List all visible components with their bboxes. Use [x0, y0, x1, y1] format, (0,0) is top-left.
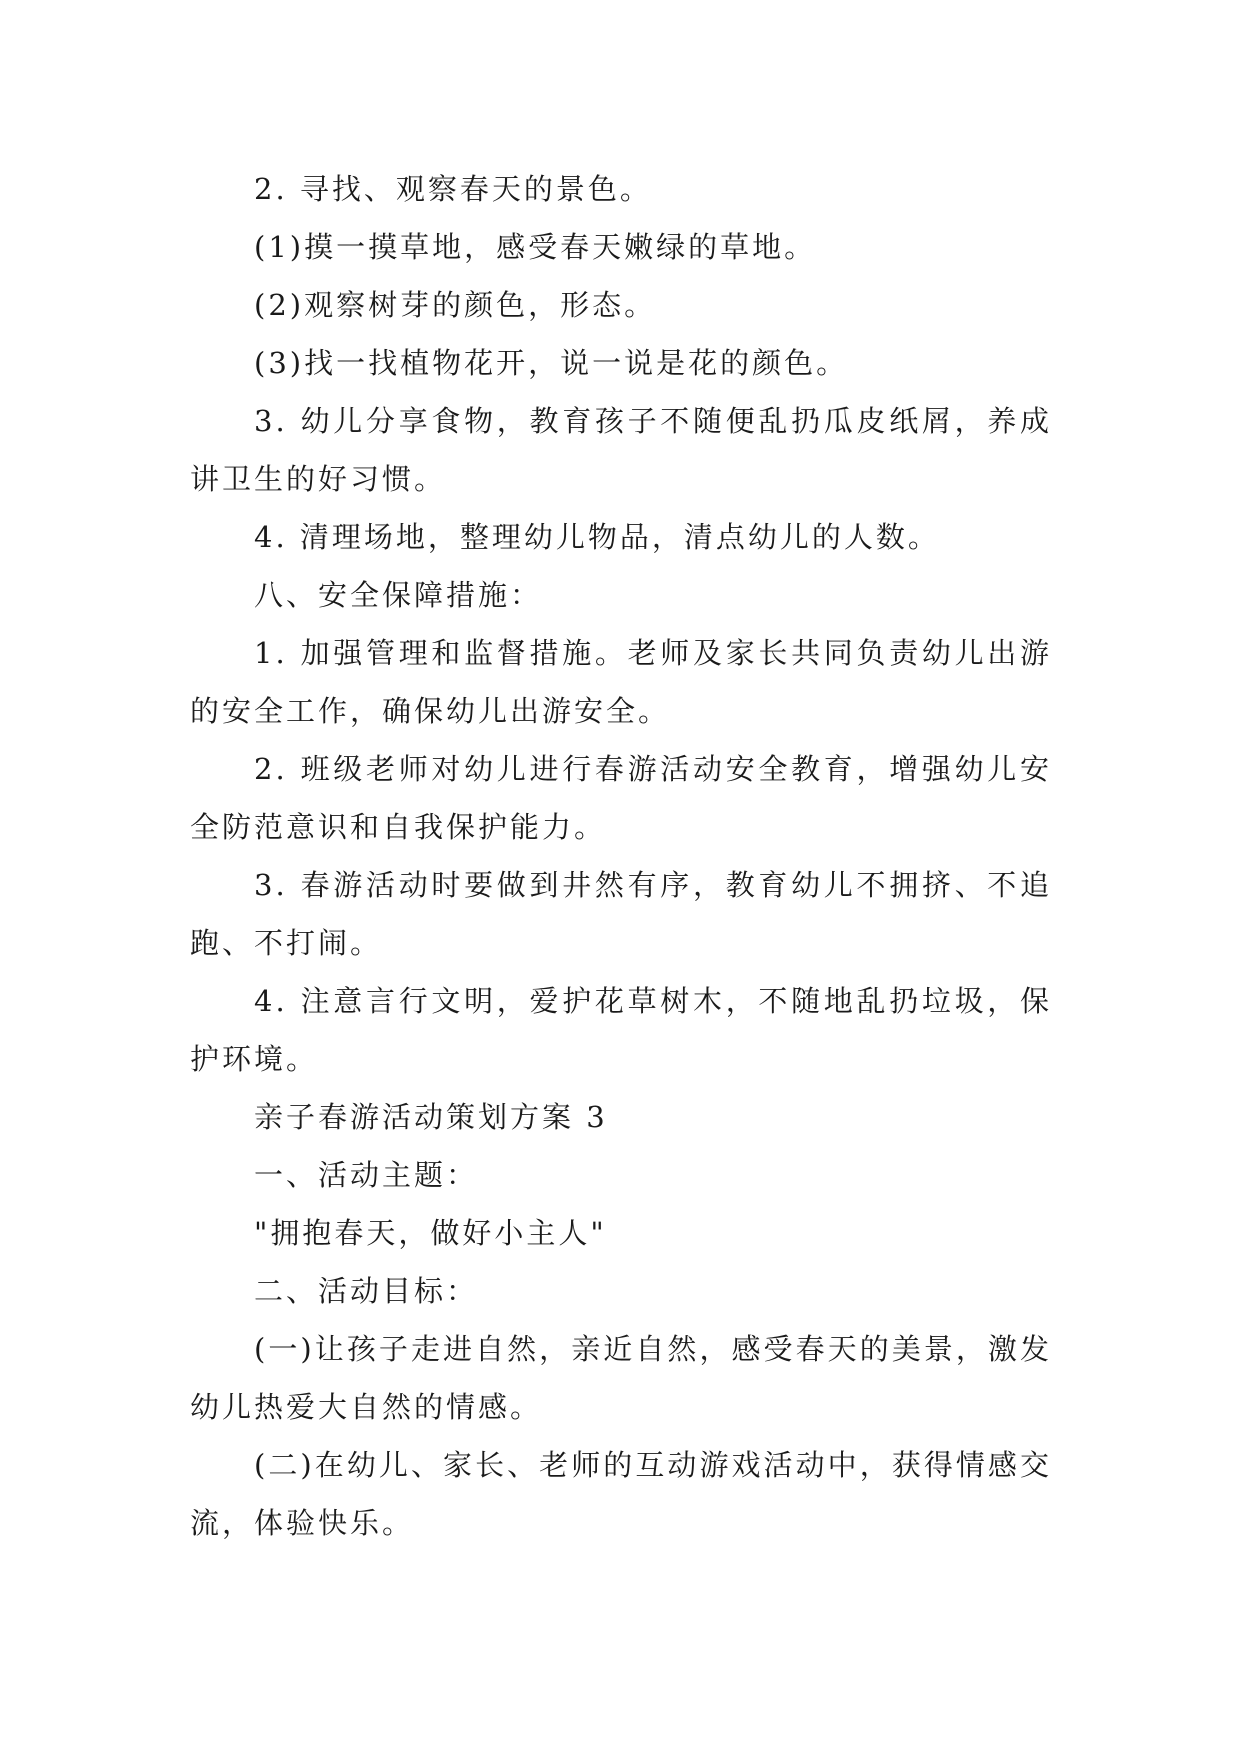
paragraph-safety-1: 1. 加强管理和监督措施。老师及家长共同负责幼儿出游的安全工作，确保幼儿出游安全。: [190, 636, 1052, 728]
section-heading-goals: 二、活动目标：: [254, 1274, 479, 1308]
paragraph-theme: "拥抱春天，做好小主人": [254, 1216, 607, 1250]
paragraph-substep-1: (1)摸一摸草地，感受春天嫩绿的草地。: [254, 230, 817, 264]
document-body: [190, 160, 1052, 1552]
section-heading-theme: 一、活动主题：: [254, 1158, 479, 1192]
paragraph-goal-2: (二)在幼儿、家长、老师的互动游戏活动中，获得情感交流，体验快乐。: [190, 1448, 1052, 1540]
paragraph-substep-2: (2)观察树芽的颜色，形态。: [254, 288, 657, 322]
paragraph-safety-4: 4. 注意言行文明，爱护花草树木，不随地乱扔垃圾，保护环境。: [190, 984, 1052, 1076]
paragraph-safety-3: 3. 春游活动时要做到井然有序，教育幼儿不拥挤、不追跑、不打闹。: [190, 868, 1052, 960]
paragraph-step-4: 4. 清理场地，整理幼儿物品，清点幼儿的人数。: [254, 520, 940, 554]
paragraph-step-3: 3. 幼儿分享食物，教育孩子不随便乱扔瓜皮纸屑，养成讲卫生的好习惯。: [190, 404, 1052, 496]
paragraph-goal-1: (一)让孩子走进自然，亲近自然，感受春天的美景，激发幼儿热爱大自然的情感。: [190, 1332, 1052, 1424]
paragraph-safety-2: 2. 班级老师对幼儿进行春游活动安全教育，增强幼儿安全防范意识和自我保护能力。: [190, 752, 1052, 844]
section-heading-safety: 八、安全保障措施：: [254, 578, 543, 612]
document-section-title: 亲子春游活动策划方案 3: [254, 1100, 608, 1134]
paragraph-step-2: 2. 寻找、观察春天的景色。: [254, 172, 652, 206]
paragraph-substep-3: (3)找一找植物花开，说一说是花的颜色。: [254, 346, 849, 380]
